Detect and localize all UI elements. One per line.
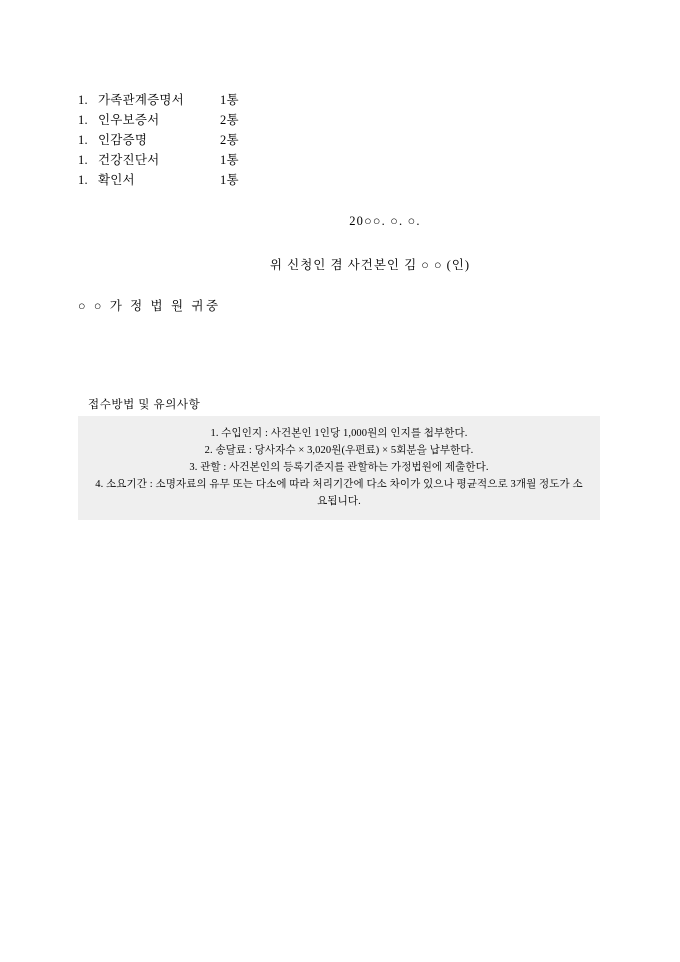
notice-item: 3. 관할 : 사건본인의 등록기준지를 관할하는 가정법원에 제출한다. <box>189 462 489 473</box>
list-item <box>78 110 378 130</box>
attachment-count: 2통 <box>220 113 239 127</box>
attachment-name: 확인서 <box>98 173 135 187</box>
notice-item: 2. 송달료 : 당사자수 × 3,020원(우편료) × 5회분을 납부한다. <box>204 445 474 456</box>
attachment-name: 가족관계증명서 <box>98 93 184 107</box>
notice-item: 1. 수입인지 : 사건본인 1인당 1,000원의 인지를 첩부한다. <box>210 428 468 439</box>
list-item <box>78 90 378 110</box>
attachment-count: 1통 <box>220 93 239 107</box>
attachment-number: 1. <box>78 173 88 187</box>
attachment-name: 인감증명 <box>98 133 148 147</box>
list-item <box>78 170 378 190</box>
list-item <box>78 130 378 150</box>
attachment-list <box>78 90 378 190</box>
attachment-count: 2통 <box>220 133 239 147</box>
applicant-signature-line: 위 신청인 겸 사건본인 김 ○ ○ (인) <box>269 258 471 272</box>
date-line: 20○○. ○. ○. <box>349 214 421 228</box>
attachment-name: 건강진단서 <box>98 153 160 167</box>
attachment-number: 1. <box>78 133 88 147</box>
attachment-number: 1. <box>78 93 88 107</box>
attachment-count: 1통 <box>220 153 239 167</box>
attachment-name: 인우보증서 <box>98 113 160 127</box>
attachment-number: 1. <box>78 113 88 127</box>
list-item <box>78 150 378 170</box>
court-addressee-line: ○ ○ 가 정 법 원 귀중 <box>78 299 221 313</box>
notice-heading: 접수방법 및 유의사항 <box>88 399 201 411</box>
attachment-number: 1. <box>78 153 88 167</box>
attachment-count: 1통 <box>220 173 239 187</box>
notice-box <box>78 416 600 520</box>
notice-item: 4. 소요기간 : 소명자료의 유무 또는 다소에 따라 처리기간에 다소 차이가 있으나 평균적으로 3개월 정도가 소요됩니다. <box>95 479 583 507</box>
